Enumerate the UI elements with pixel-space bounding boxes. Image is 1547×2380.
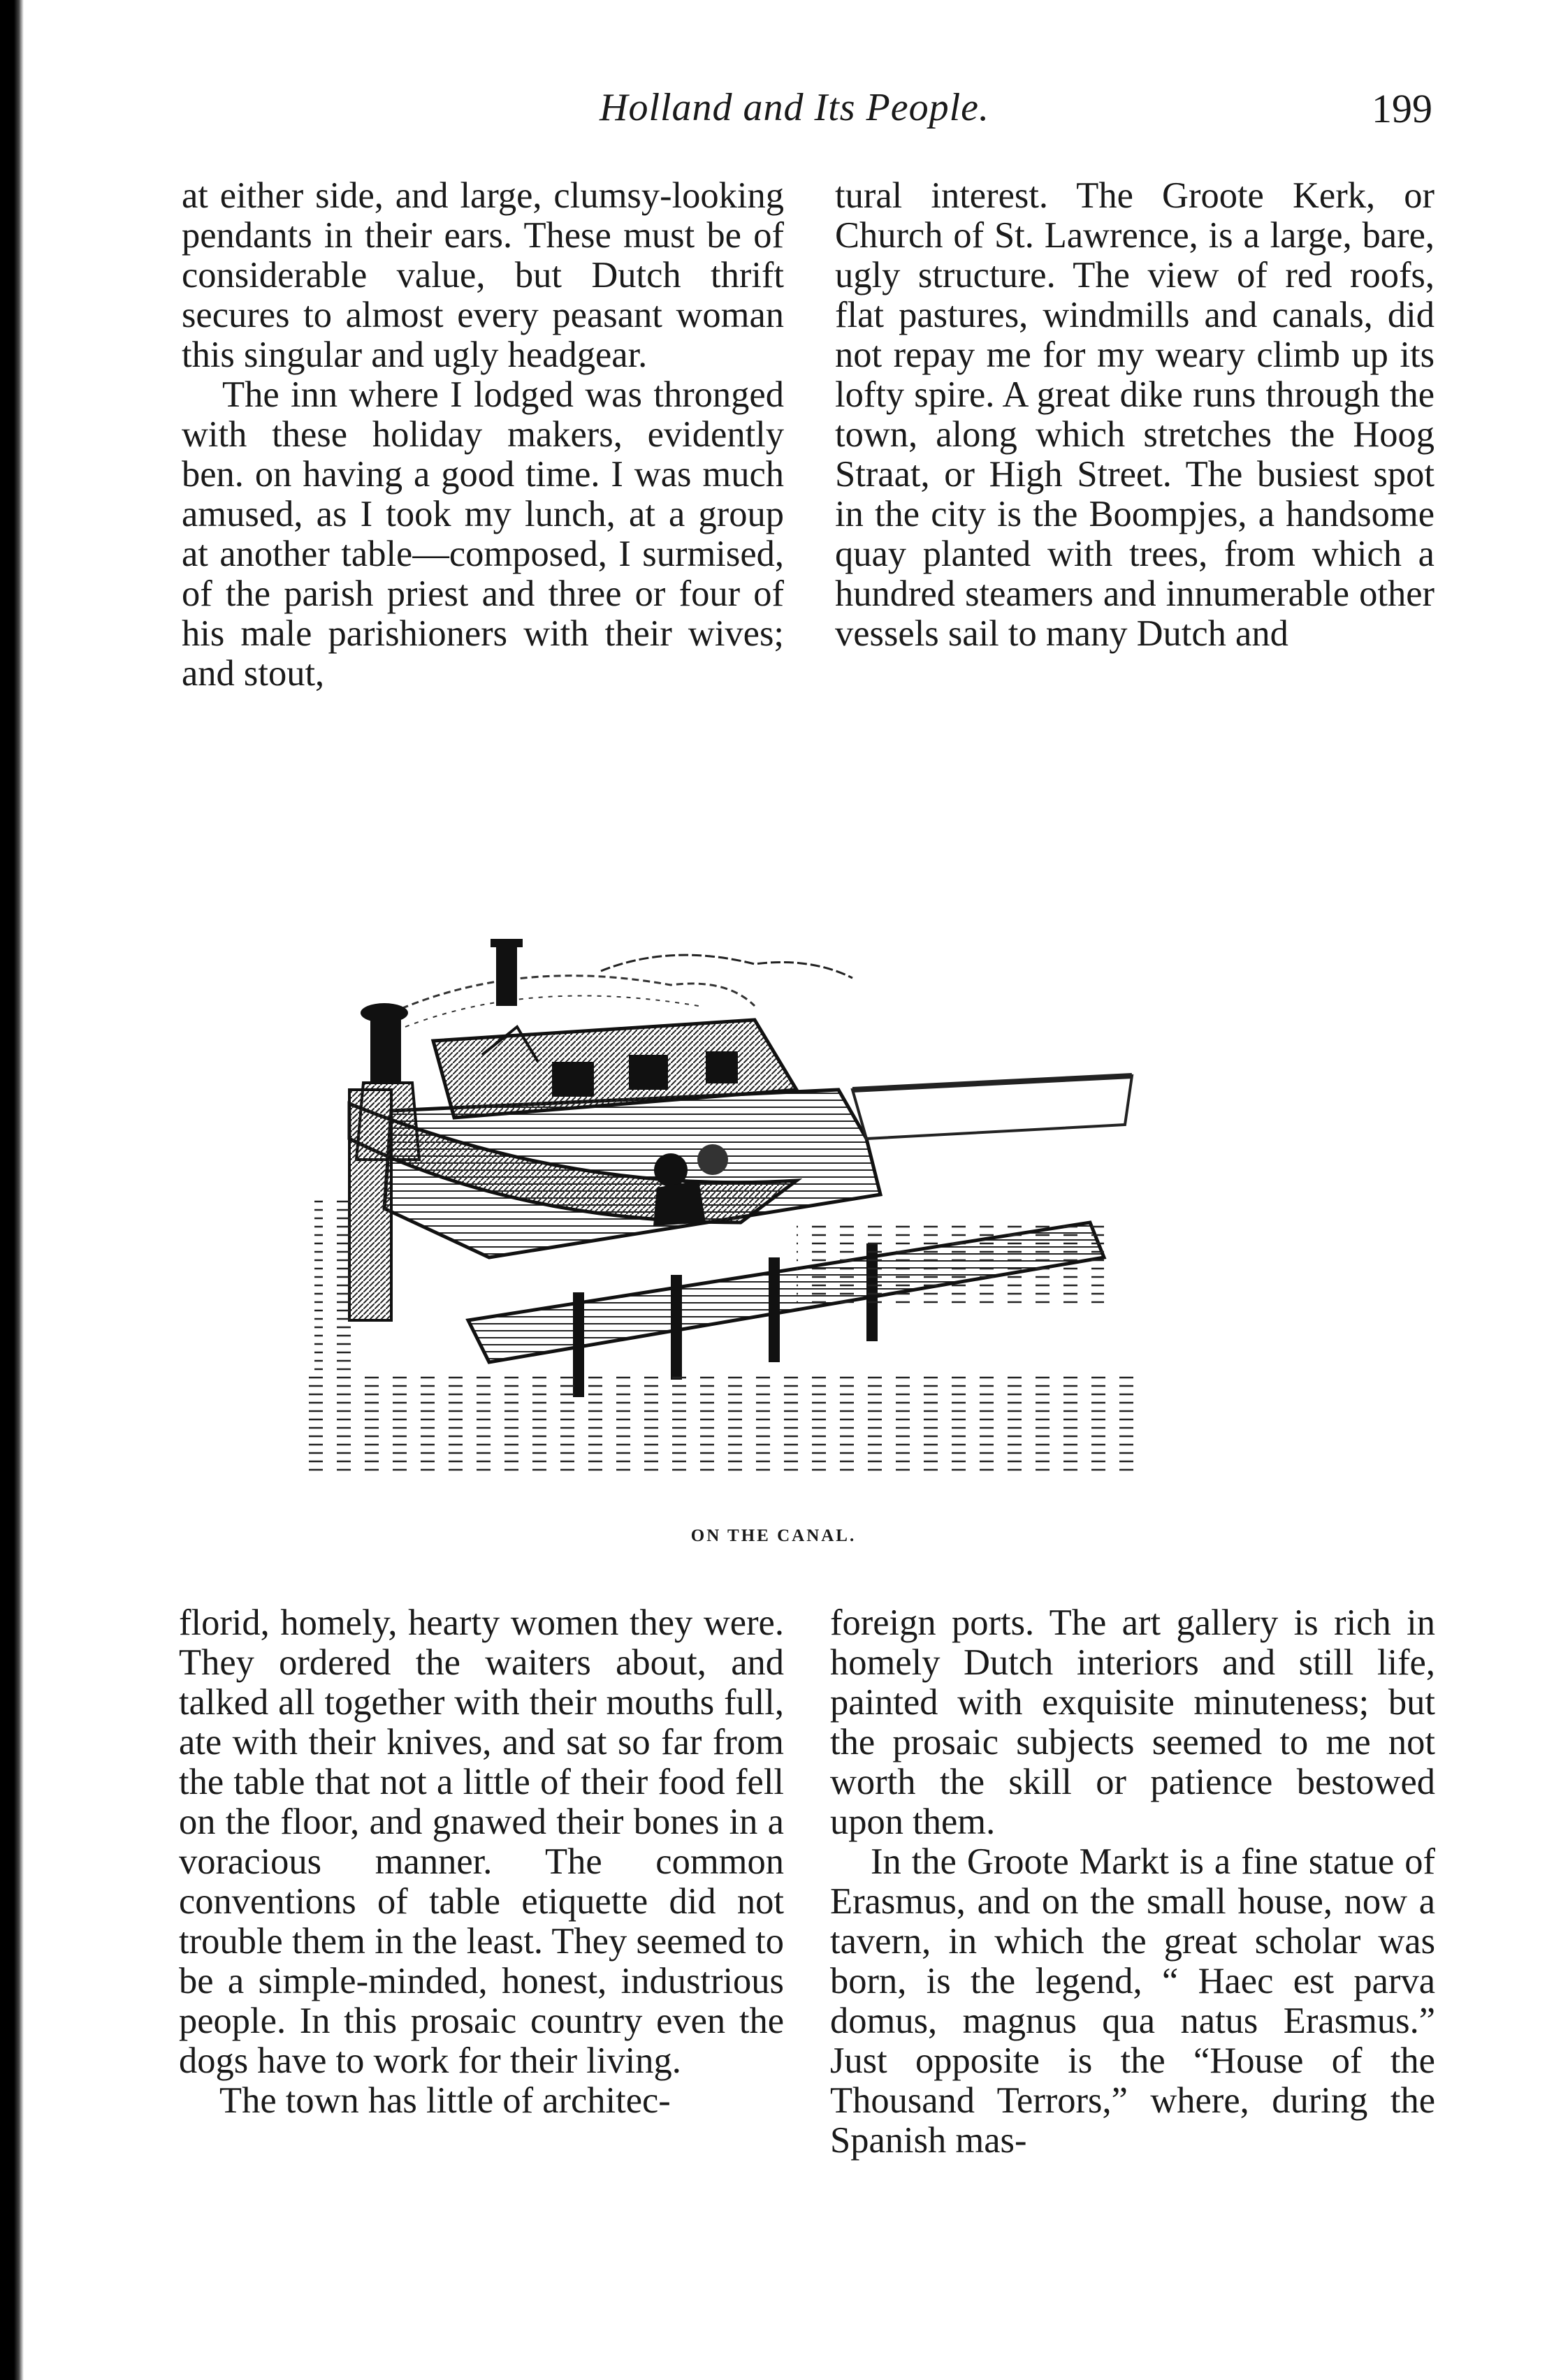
column-bottom-left <box>179 1603 784 2121</box>
paragraph: The inn where I lodged was thronged with these holiday makers, evidently ben. on having a good time. I was much amused, as I took my lunch, at a group at another table—composed, I surmised, of the parish priest and three or four of his male parishioners with their wives; and stout, <box>182 374 784 694</box>
paragraph: foreign ports. The art gallery is rich in homely Dutch interiors and still life, painted with exquisite minuteness; but the prosaic subjects seemed to me not worth the skill or patience bestowed upon them. <box>830 1603 1435 1842</box>
houseboat <box>384 1020 880 1257</box>
column-top-right <box>835 176 1435 654</box>
page-number: 199 <box>1372 86 1432 131</box>
sky-smoke <box>391 939 852 1027</box>
book-binding-edge <box>0 0 24 2380</box>
column-top-left <box>182 176 784 694</box>
paragraph: In the Groote Markt is a fine statue of Erasmus, and on the small house, now a tavern, in which the great scholar was born, is the legend, “ Haec est parva domus, magnus qua natus Erasmus.” Just opposite is the “House of the Thousand Terrors,” where, during the Spanish mas- <box>830 1841 1435 2161</box>
canal-boat-illustration <box>307 929 1307 1488</box>
paragraph: florid, homely, hearty women they were. They ordered the waiters about, and talked all together with their mouths full, ate with their knives, and sat so far from the table that not a little of their food fell on the floor, and gnawed their bones in a voracious manner. The common conventions of table etiquette did not trouble them in the least. They seemed to be a simple-minded, honest, industrious people. In this prosaic country even the dogs have to work for their living. <box>179 1603 784 2081</box>
paragraph: at either side, and large, clumsy-looking pendants in their ears. These must be of considerable value, but Dutch thrift secures to almost every peasant woman this singular and ugly headgear. <box>182 175 784 375</box>
paragraph: tural interest. The Groote Kerk, or Church of St. Lawrence, is a large, bare, ugly structure. The view of red roofs, flat pastures, windmills and canals, did not repay me for my weary climb up its lofty spire. A great dike runs through the town, along which stretches the Hoog Straat, or High Street. The busiest spot in the city is the Boompjes, a handsome quay planted with trees, from which a hundred steamers and innumerable other vessels sail to many Dutch and <box>835 175 1435 654</box>
paragraph: The town has little of architec- <box>219 2080 671 2121</box>
distant-barge <box>852 1076 1132 1139</box>
column-bottom-right <box>830 1603 1435 2161</box>
illustration-caption: ON THE CANAL. <box>690 1526 857 1545</box>
canal-water <box>307 1195 1146 1474</box>
page-header <box>182 85 1432 141</box>
running-title: Holland and Its People. <box>600 86 990 129</box>
